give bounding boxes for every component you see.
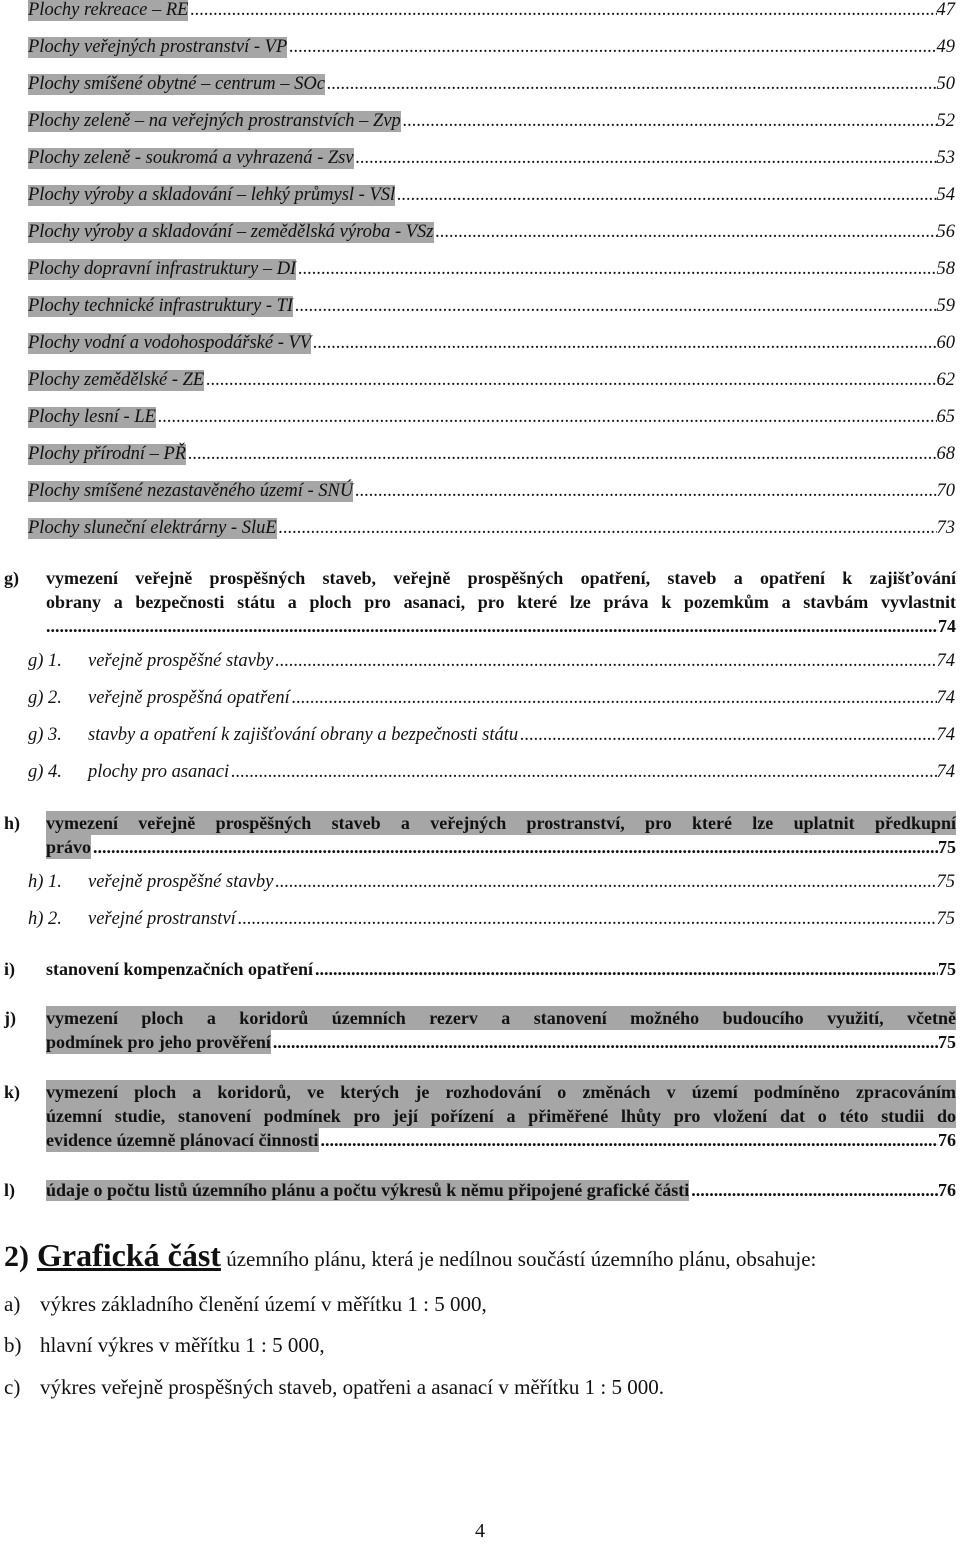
toc-entry[interactable]	[28, 0, 955, 21]
section-k-page: 76	[938, 1130, 956, 1150]
toc-entry[interactable]	[28, 518, 955, 539]
toc-sub-title: veřejně prospěšná opatření	[88, 688, 290, 708]
toc-sub-number: g) 2.	[28, 688, 62, 708]
graphic-part-item-label: a)	[4, 1292, 21, 1316]
toc-sub-entry[interactable]	[28, 762, 955, 783]
toc-sub-page: 74	[936, 725, 955, 745]
toc-sub-entry[interactable]	[28, 688, 955, 709]
toc-sub-page: 74	[936, 651, 955, 671]
section-g-line2: obrany a bezpečnosti státu a ploch pro asanaci, pro které lze práva k pozemkům a stavbám vyvlastnit	[46, 592, 956, 612]
toc-sub-number: g) 1.	[28, 651, 62, 671]
toc-entry-page: 73	[936, 518, 955, 538]
toc-entry[interactable]	[28, 444, 955, 465]
toc-sub-number: h) 2.	[28, 909, 62, 929]
toc-sub-entry[interactable]	[28, 725, 955, 746]
graphic-part-item-text: výkres základního členění území v měřítku 1 : 5 000,	[40, 1292, 487, 1316]
section-h-line1: vymezení veřejně prospěšných staveb a veřejných prostranství, pro které lze uplatnit předkupní	[46, 813, 956, 833]
toc-sub-number: g) 4.	[28, 762, 62, 782]
toc-sub-title: stavby a opatření k zajišťování obrany a bezpečnosti státu	[88, 725, 519, 745]
toc-entry-page: 60	[936, 333, 955, 353]
toc-entry-page: 70	[936, 481, 955, 501]
toc-entry-section-k[interactable]	[46, 1080, 956, 1152]
toc-entry[interactable]	[28, 296, 955, 317]
toc-entry-section-i[interactable]	[46, 959, 956, 980]
graphic-part-item-text: hlavní výkres v měřítku 1 : 5 000,	[40, 1333, 325, 1357]
toc-entry[interactable]	[28, 222, 955, 243]
toc-entry[interactable]	[28, 148, 955, 169]
page-number: 4	[475, 1520, 485, 1542]
toc-entry-title: Plochy zemědělské - ZE	[28, 370, 205, 390]
graphic-part-heading	[4, 1237, 816, 1274]
toc-entry-title: Plochy zeleně - soukromá a vyhrazená - Zsv	[28, 148, 354, 168]
graphic-part-rest: územního plánu, která je nedílnou součástí územního plánu, obsahuje:	[226, 1247, 817, 1271]
toc-sub-title: veřejně prospěšné stavby	[88, 872, 274, 892]
toc-entry[interactable]	[28, 111, 955, 132]
section-j-line1: vymezení ploch a koridorů územních rezerv a stanovení možného budoucího využití, včetně	[46, 1008, 956, 1028]
graphic-part-title: Grafická část	[37, 1237, 221, 1273]
toc-entry-section-g[interactable]	[46, 566, 956, 638]
toc-sub-entry[interactable]	[28, 872, 955, 893]
graphic-part-item	[4, 1375, 664, 1400]
section-g-line1: vymezení veřejně prospěšných staveb, veřejně prospěšných opatření, staveb a opatření k zajišťování	[46, 568, 956, 588]
toc-entry[interactable]	[28, 407, 955, 428]
section-j-page: 75	[938, 1032, 956, 1052]
toc-sub-page: 74	[936, 762, 955, 782]
toc-entry-page: 53	[936, 148, 955, 168]
toc-sub-page: 75	[936, 872, 955, 892]
graphic-part-item	[4, 1292, 487, 1317]
toc-sub-number: g) 3.	[28, 725, 62, 745]
toc-entry-title: Plochy zeleně – na veřejných prostranstvích – Zvp	[28, 111, 401, 131]
toc-entry-title: Plochy smíšené obytné – centrum – SOc	[28, 74, 325, 94]
section-l-page: 76	[938, 1180, 956, 1200]
toc-sub-page: 75	[936, 909, 955, 929]
graphic-part-item	[4, 1333, 325, 1358]
toc-sub-page: 74	[936, 688, 955, 708]
toc-entry-page: 65	[936, 407, 955, 427]
toc-entry-page: 58	[936, 259, 955, 279]
section-h-line2: právo	[46, 837, 91, 857]
toc-entry-section-j[interactable]	[46, 1006, 956, 1054]
toc-entry[interactable]	[28, 74, 955, 95]
toc-entry-page: 52	[936, 111, 955, 131]
toc-entry-title: Plochy výroby a skladování – lehký průmysl - VSl	[28, 185, 396, 205]
toc-entry-section-l[interactable]	[46, 1180, 956, 1201]
toc-entry[interactable]	[28, 185, 955, 206]
toc-entry-page: 49	[936, 37, 955, 57]
toc-entry-page: 50	[936, 74, 955, 94]
toc-sub-number: h) 1.	[28, 872, 62, 892]
section-j-mark: j)	[4, 1008, 16, 1028]
section-k-line3: evidence územně plánovací činnosti	[46, 1130, 319, 1150]
toc-entry-title: Plochy technické infrastruktury - TI	[28, 296, 294, 316]
toc-entry-page: 54	[936, 185, 955, 205]
toc-entry-title: Plochy přírodní – PŘ	[28, 444, 187, 464]
toc-entry-title: Plochy výroby a skladování – zemědělská výroba - VSz	[28, 222, 434, 242]
toc-entry-section-h[interactable]	[46, 811, 956, 859]
section-i-mark: i)	[4, 959, 15, 979]
toc-entry-title: Plochy vodní a vodohospodářské - VV	[28, 333, 312, 353]
toc-entry-title: Plochy smíšené nezastavěného území - SNÚ	[28, 481, 354, 501]
section-j-line2: podmínek pro jeho prověření	[46, 1032, 271, 1052]
toc-sub-entry[interactable]	[28, 909, 955, 930]
toc-entry[interactable]	[28, 370, 955, 391]
toc-sub-title: plochy pro asanaci	[88, 762, 230, 782]
section-l-title: údaje o počtu listů územního plánu a počtu výkresů k němu připojené grafické části	[46, 1180, 690, 1200]
toc-entry[interactable]	[28, 333, 955, 354]
graphic-part-number: 2)	[4, 1240, 29, 1273]
toc-entry[interactable]	[28, 481, 955, 502]
toc-entry-title: Plochy veřejných prostranství - VP	[28, 37, 288, 57]
toc-sub-title: veřejné prostranství	[88, 909, 236, 929]
toc-entry-page: 62	[936, 370, 955, 390]
toc-entry-page: 56	[936, 222, 955, 242]
toc-entry-page: 47	[936, 0, 955, 20]
section-i-page: 75	[938, 959, 956, 979]
graphic-part-item-label: b)	[4, 1333, 22, 1357]
section-g-page: 74	[938, 616, 956, 636]
toc-entry-title: Plochy dopravní infrastruktury – DI	[28, 259, 297, 279]
toc-entry-title: Plochy rekreace – RE	[28, 0, 189, 20]
toc-entry[interactable]	[28, 259, 955, 280]
section-h-mark: h)	[4, 813, 21, 833]
section-g-mark: g)	[4, 568, 19, 588]
section-k-line1: vymezení ploch a koridorů, ve kterých je rozhodování o změnách v území podmíněno zpracováním	[46, 1082, 956, 1102]
toc-sub-title: veřejně prospěšné stavby	[88, 651, 274, 671]
toc-sub-entry[interactable]	[28, 651, 955, 672]
toc-entry-page: 68	[936, 444, 955, 464]
toc-entry[interactable]	[28, 37, 955, 58]
graphic-part-item-text: výkres veřejně prospěšných staveb, opatřeni a asanací v měřítku 1 : 5 000.	[40, 1375, 664, 1399]
graphic-part-item-label: c)	[4, 1375, 21, 1399]
toc-entry-page: 59	[936, 296, 955, 316]
section-i-title: stanovení kompenzačních opatření	[46, 959, 314, 979]
section-k-mark: k)	[4, 1082, 21, 1102]
section-k-line2: územní studie, stanovení podmínek pro její pořízení a přiměřené lhůty pro vložení dat o této studii do	[46, 1106, 956, 1126]
section-l-mark: l)	[4, 1180, 15, 1200]
toc-entry-title: Plochy lesní - LE	[28, 407, 156, 427]
section-h-page: 75	[938, 837, 956, 857]
toc-entry-title: Plochy sluneční elektrárny - SluE	[28, 518, 277, 538]
